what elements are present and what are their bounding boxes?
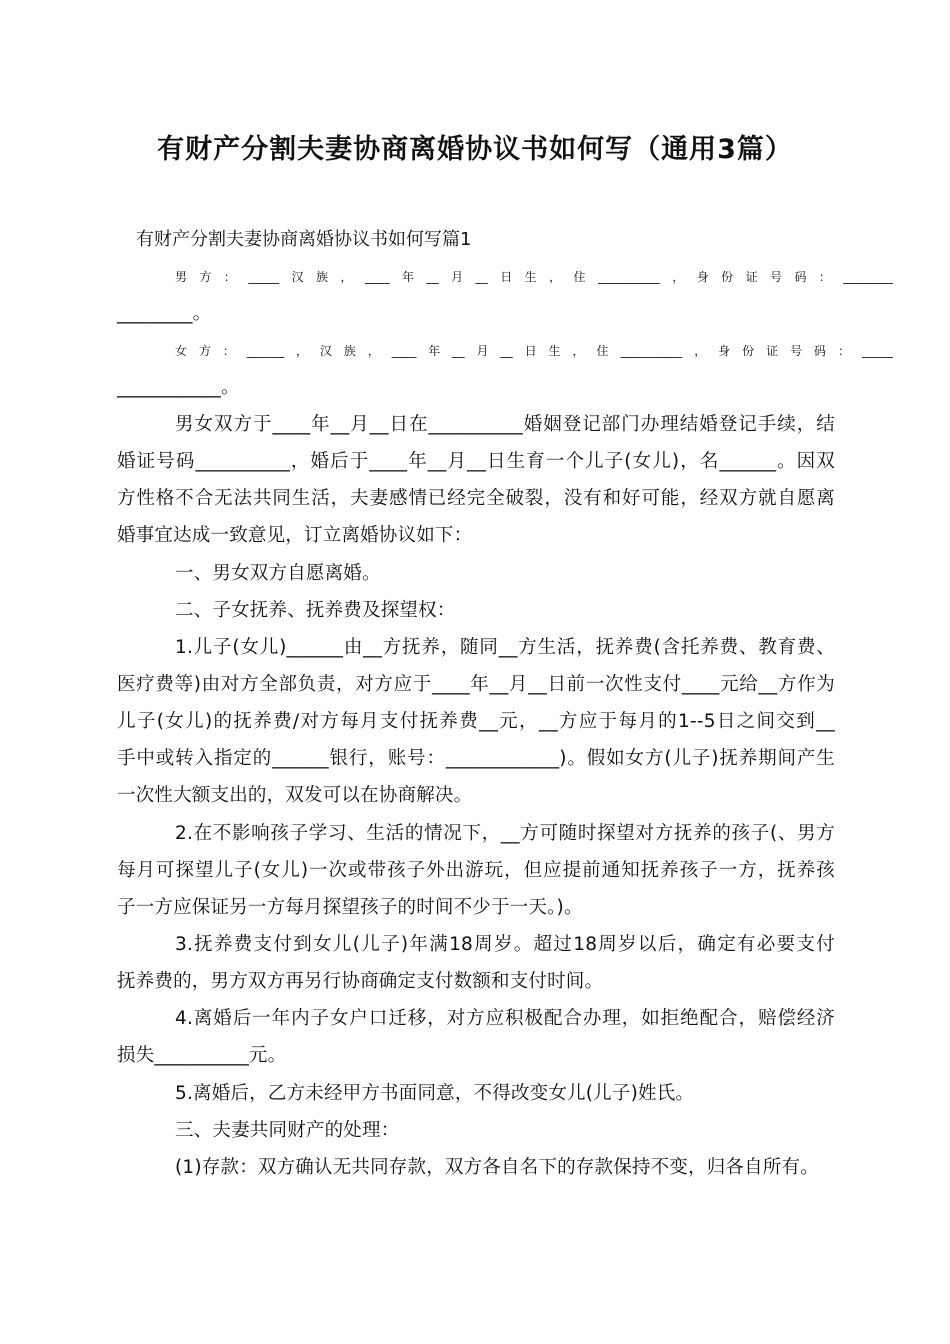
text-line: 三、夫妻共同财产的处理： xyxy=(175,1120,400,1141)
text-line: 每月可探望儿子(女儿)一次或带孩子外出游玩，但应提前通知抚养孩子一方，抚养孩 xyxy=(117,860,835,881)
text-line: ________。 xyxy=(117,303,212,324)
text-line: (1)存款：双方确认无共同存款，双方各自名下的存款保持不变，归各自所有。 xyxy=(175,1157,819,1178)
text-line: 一次性大额支出的，双发可以在协商解决。 xyxy=(117,785,473,806)
text-line: 婚证号码__________，婚后于____年__月__日生育一个儿子(女儿)，名______。因双 xyxy=(117,451,835,472)
text-line: 婚事宜达成一致意见，订立离婚协议如下： xyxy=(117,525,473,546)
text-line: 男方：_____汉族，____年__月__日生，住__________，身份证号码：________ xyxy=(175,270,893,284)
text-line: 儿子(女儿)的抚养费/对方每月支付抚养费__元，__方应于每月的1--5日之间交到__ xyxy=(117,711,835,732)
text-line: 一、男女双方自愿离婚。 xyxy=(175,563,381,584)
text-line: 4.离婚后一年内子女户口迁移，对方应积极配合办理，如拒绝配合，赔偿经济 xyxy=(175,1008,835,1029)
text-line: 1.儿子(女儿)______由__方抚养，随同__方生活，抚养费(含托养费、教育费、 xyxy=(175,637,835,658)
text-line: 3.抚养费支付到女儿(儿子)年满18周岁。超过18周岁以后，确定有必要支付 xyxy=(175,934,835,955)
text-line: 方性格不合无法共同生活，夫妻感情已经完全破裂，没有和好可能，经双方就自愿离 xyxy=(117,488,835,509)
text-line: 手中或转入指定的______银行，账号：____________)。假如女方(儿子)抚养期间产生 xyxy=(117,748,835,769)
text-line: 女方：______，汉族，____年__月__日生，住__________，身份证号码：_____ xyxy=(175,344,893,358)
text-line: 损失__________元。 xyxy=(117,1045,287,1066)
text-line: ___________。 xyxy=(117,377,240,398)
text-line: 5.离婚后，乙方未经甲方书面同意，不得改变女儿(儿子)姓氏。 xyxy=(175,1083,695,1104)
text-line: 二、子女抚养、抚养费及探望权： xyxy=(175,600,456,621)
document-title: 有财产分割夫妻协商离婚协议书如何写（通用3篇） xyxy=(157,134,793,165)
section-heading: 有财产分割夫妻协商离婚协议书如何写篇1 xyxy=(136,229,472,250)
text-line: 医疗费等)由对方全部负责，对方应于____年__月__日前一次性支付____元给__方作为 xyxy=(117,674,835,695)
text-line: 抚养费的，男方双方再另行协商确定支付数额和支付时间。 xyxy=(117,971,604,992)
text-line: 子一方应保证另一方每月探望孩子的时间不少于一天。)。 xyxy=(117,897,583,918)
text-line: 男女双方于____年__月__日在__________婚姻登记部门办理结婚登记手续，结 xyxy=(175,414,835,435)
text-line: 2.在不影响孩子学习、生活的情况下，__方可随时探望对方抚养的孩子(、男方 xyxy=(175,823,835,844)
